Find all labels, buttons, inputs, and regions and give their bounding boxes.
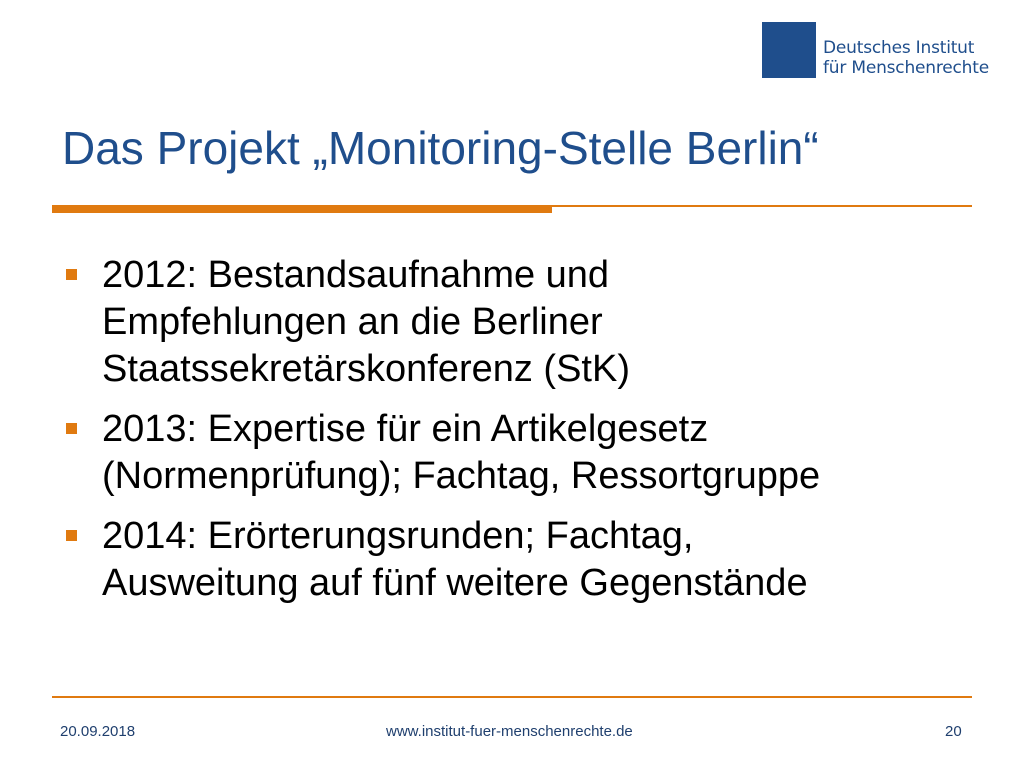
- title-underline-thin: [552, 205, 972, 207]
- page-number: 20: [945, 723, 962, 740]
- footer-url[interactable]: www.institut-fuer-menschenrechte.de: [386, 723, 633, 740]
- bullet-item-2013: [62, 406, 982, 500]
- bullet-item-2014: [62, 513, 982, 607]
- slide-title: Das Projekt „Monitoring-Stelle Berlin“: [62, 122, 819, 174]
- bullet-text-line: Staatssekretärskonferenz (StK): [102, 348, 630, 390]
- bullet-text-line: 2012: Bestandsaufnahme und: [102, 254, 610, 296]
- bullet-text-line: Empfehlungen an die Berliner: [102, 301, 603, 343]
- logo-wordmark: [823, 38, 989, 78]
- bullet-text-line: 2013: Expertise für ein Artikelgesetz: [102, 408, 709, 450]
- title-underline-thick: [52, 205, 552, 213]
- footer-divider: [52, 696, 972, 698]
- bullet-list: [62, 252, 982, 620]
- square-bullet-icon: [66, 269, 77, 280]
- logo-line-1: Deutsches Institut: [823, 38, 975, 58]
- bullet-text-line: 2014: Erörterungsrunden; Fachtag,: [102, 515, 694, 557]
- bullet-text-line: Ausweitung auf fünf weitere Gegenstände: [102, 562, 808, 604]
- footer-date: 20.09.2018: [60, 723, 136, 740]
- square-bullet-icon: [66, 530, 77, 541]
- square-bullet-icon: [66, 423, 77, 434]
- logo-line-2: für Menschenrechte: [823, 58, 989, 78]
- bullet-text-line: (Normenprüfung); Fachtag, Ressortgruppe: [102, 455, 821, 497]
- logo-square: [762, 22, 816, 78]
- bullet-item-2012: [62, 252, 982, 393]
